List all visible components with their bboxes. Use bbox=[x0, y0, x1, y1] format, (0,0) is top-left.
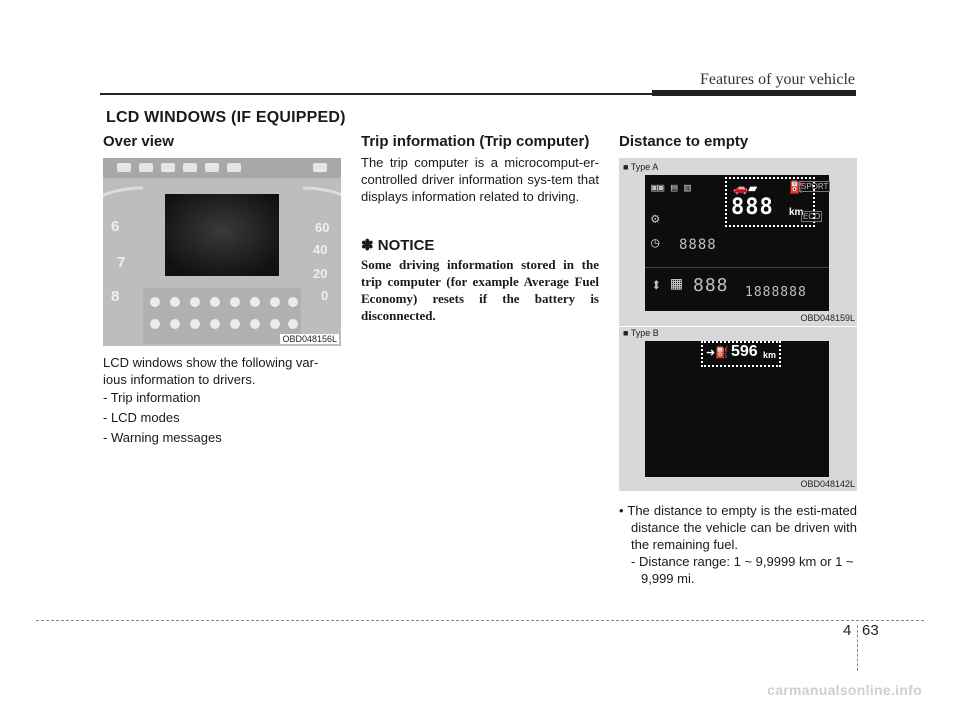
instrument-cluster-illustration bbox=[103, 158, 341, 346]
notice-body: Some driving information stored in the trip computer (for example Average Fuel Economy) resets if the battery is disconnected. bbox=[361, 257, 599, 323]
overview-figure-caption: OBD048156L bbox=[282, 334, 337, 344]
type-a-tool-icon: ⚙ bbox=[651, 211, 660, 227]
page-number: 63 bbox=[862, 622, 879, 639]
eco-indicator: ECO bbox=[803, 212, 821, 221]
overview-item-lcd-modes: - LCD modes bbox=[103, 410, 180, 425]
fuel-pump-icon: ⛽ bbox=[789, 180, 804, 194]
sport-indicator: SPORT bbox=[801, 182, 829, 191]
type-a-arrows-icon: ⬍ bbox=[651, 275, 662, 296]
type-b-distance-value: 596 bbox=[731, 343, 758, 360]
type-b-lcd-screen bbox=[645, 341, 829, 477]
site-watermark: carmanualsonline.info bbox=[767, 682, 922, 698]
type-b-unit: km bbox=[763, 350, 777, 360]
type-b-label: ■ Type B bbox=[623, 328, 659, 338]
type-b-highlight-box bbox=[701, 341, 781, 367]
overview-item-trip: - Trip information bbox=[103, 390, 201, 405]
type-b-caption: OBD048142L bbox=[800, 479, 855, 489]
type-a-divider bbox=[645, 267, 829, 268]
distance-to-empty-heading: Distance to empty bbox=[619, 133, 749, 150]
type-a-unit: km bbox=[789, 207, 804, 218]
cluster-figure bbox=[103, 158, 341, 346]
speed-label-20: 20 bbox=[313, 266, 328, 281]
overview-intro: LCD windows show the following var-ious information to drivers. bbox=[103, 355, 319, 387]
type-a-bottom-digits-ghost: 888 bbox=[693, 275, 729, 296]
chapter-number: 4 bbox=[843, 622, 852, 639]
type-a-distance-digits: 888 bbox=[731, 195, 774, 220]
type-a-lcd-screen bbox=[645, 175, 829, 311]
trip-info-heading: Trip information (Trip computer) bbox=[361, 133, 590, 150]
type-b-fuel-arrow-icon: ➜⛽ bbox=[706, 347, 729, 359]
type-a-figure bbox=[619, 158, 857, 326]
speed-label-0: 0 bbox=[321, 288, 329, 303]
speed-label-40: 40 bbox=[313, 242, 328, 257]
type-a-timer-icon: ◷ bbox=[651, 235, 660, 251]
type-a-trip-digits-ghost: 1888888 bbox=[745, 285, 807, 300]
tach-label-8: 8 bbox=[111, 288, 120, 305]
car-road-icon: 🚗▰ bbox=[733, 181, 758, 195]
footer-vertical-dash bbox=[857, 625, 858, 671]
type-a-segment-row-top: ▣▣ ▤ ▥ bbox=[651, 181, 691, 194]
section-title: LCD WINDOWS (IF EQUIPPED) bbox=[106, 109, 346, 126]
type-b-figure bbox=[619, 327, 857, 491]
type-a-bar-graph-icon: ▦ bbox=[671, 273, 682, 294]
type-a-caption: OBD048159L bbox=[800, 313, 855, 323]
distance-range-item: - Distance range: 1 ~ 9,9999 km or 1 ~ 9,999 mi. bbox=[631, 554, 854, 586]
tach-label-7: 7 bbox=[117, 254, 126, 271]
footer-dashed-rule bbox=[36, 620, 924, 621]
distance-bullet: • The distance to empty is the esti-mated distance the vehicle can be driven with the remaining fuel. bbox=[619, 503, 857, 552]
type-a-odometer-ghost: 8888 bbox=[679, 237, 717, 253]
header-accent-bar bbox=[652, 90, 856, 96]
notice-title: ✽ NOTICE bbox=[361, 237, 435, 254]
tach-label-6: 6 bbox=[111, 218, 120, 235]
speed-label-60: 60 bbox=[315, 220, 330, 235]
chapter-header-title: Features of your vehicle bbox=[699, 71, 855, 88]
type-a-label: ■ Type A bbox=[623, 162, 659, 172]
overview-item-warnings: - Warning messages bbox=[103, 430, 222, 445]
overview-heading: Over view bbox=[103, 133, 174, 150]
trip-info-body: The trip computer is a microcomput-er-controlled driver information sys-tem that displays information related to driving. bbox=[361, 155, 599, 204]
